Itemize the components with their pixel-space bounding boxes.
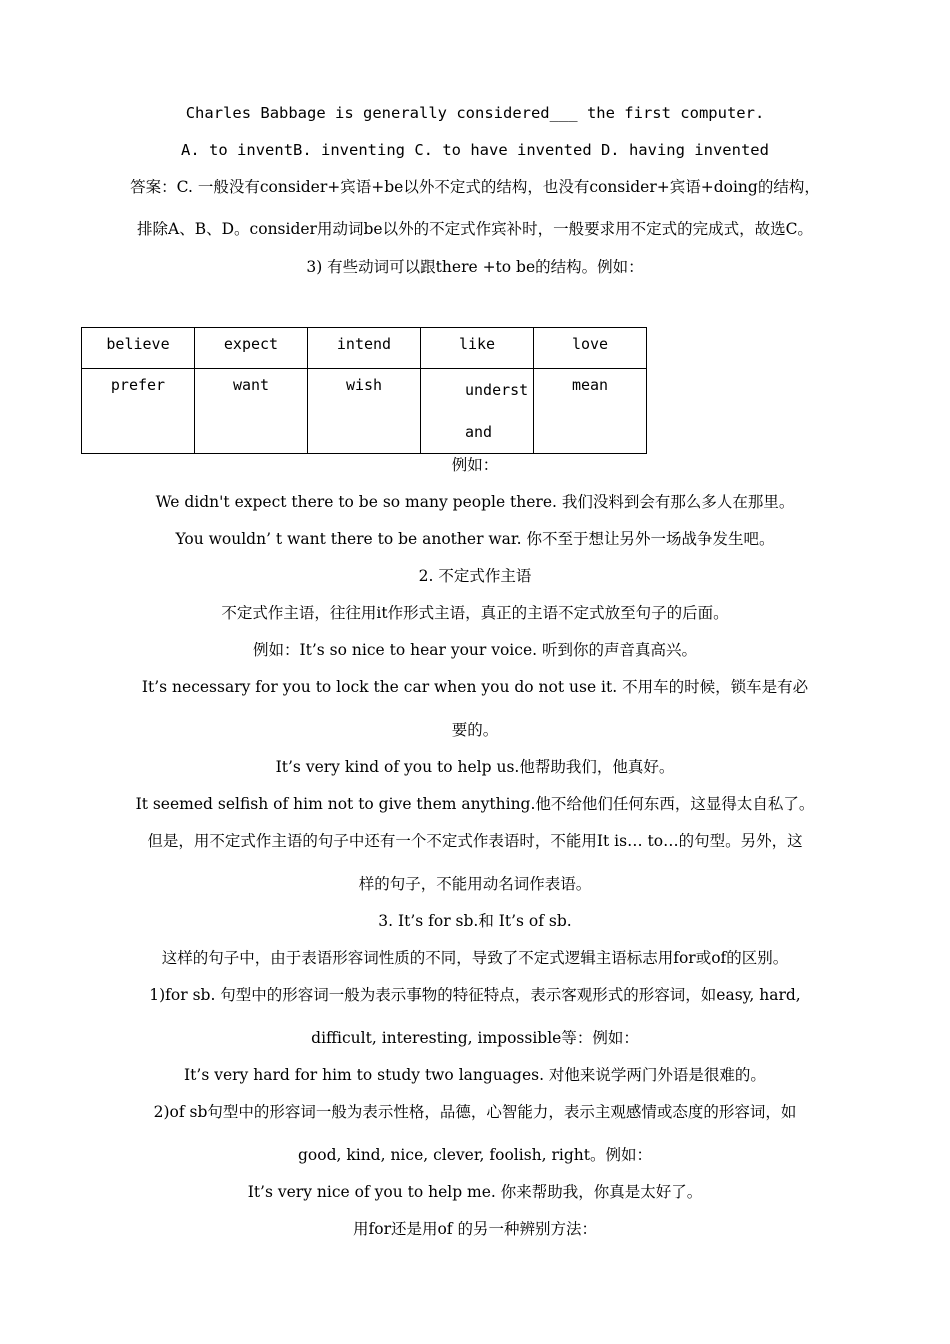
text-line: difficult, interesting, impossible等：例如： (311, 1029, 639, 1047)
table-cell: prefer (82, 369, 195, 454)
answer-options: A. to inventB. inventing C. to have invented D. having invented (181, 141, 769, 159)
section-heading-3: 3) 有些动词可以跟there +to be的结构。例如： (306, 258, 644, 276)
text-line: You wouldn’ t want there to be another war. 你不至于想让另外一场战争发生吧。 (175, 530, 775, 548)
answer-explanation-1: 答案：C. 一般没有consider+宾语+be以外不定式的结构，也没有consider+宾语+doing的结构， (130, 178, 820, 196)
table-cell: like (421, 328, 534, 369)
question-sentence: Charles Babbage is generally considered___ the first computer. (185, 104, 765, 122)
text-line: It’s very hard for him to study two languages. 对他来说学两门外语是很难的。 (184, 1066, 766, 1084)
text-line: 要的。 (451, 721, 499, 739)
cell-line: underst (465, 381, 529, 399)
text-line: 这样的句子中，由于表语形容词性质的不同，导致了不定式逻辑主语标志用for或of的区别。 (161, 949, 789, 967)
table-row (82, 369, 647, 454)
text-line: 例如：It’s so nice to hear your voice. 听到你的声音真高兴。 (253, 641, 697, 659)
answer-explanation-2: 排除A、B、D。consider用动词be以外的不定式作宾补时，一般要求用不定式的完成式，故选C。 (137, 220, 813, 238)
text-line: It seemed selfish of him not to give them anything.他不给他们任何东西，这显得太自私了。 (135, 795, 815, 813)
text-line: 样的句子，不能用动名词作表语。 (358, 875, 592, 893)
text-line: 2. 不定式作主语 (418, 567, 532, 585)
text-line: 3. It’s for sb.和 It’s of sb. (378, 912, 572, 930)
text-line: 用for还是用of 的另一种辨别方法： (353, 1220, 597, 1238)
table-row (82, 328, 647, 369)
table-cell: love (534, 328, 647, 369)
text-line: 1)for sb. 句型中的形容词一般为表示事物的特征特点，表示客观形式的形容词，如easy, hard, (149, 986, 801, 1004)
cell-line: and (465, 423, 493, 441)
table-cell: intend (308, 328, 421, 369)
verb-table (81, 327, 647, 454)
text-line: 但是，用不定式作主语的句子中还有一个不定式作表语时，不能用It is… to…的句型。另外，这 (147, 832, 803, 850)
table-cell: believe (82, 328, 195, 369)
text-line: It’s very nice of you to help me. 你来帮助我，你真是太好了。 (247, 1183, 703, 1201)
table-cell: wish (308, 369, 421, 454)
table-cell (421, 369, 534, 454)
text-line: It’s very kind of you to help us.他帮助我们，他真好。 (275, 758, 675, 776)
text-line: 例如： (451, 456, 499, 474)
text-line: We didn't expect there to be so many people there. 我们没料到会有那么多人在那里。 (155, 493, 795, 511)
table-cell: mean (534, 369, 647, 454)
text-line: 2)of sb句型中的形容词一般为表示性格，品德，心智能力，表示主观感情或态度的形容词，如 (153, 1103, 797, 1121)
table-cell: expect (195, 328, 308, 369)
text-line: 不定式作主语，往往用it作形式主语，真正的主语不定式放至句子的后面。 (221, 604, 729, 622)
text-line: It’s necessary for you to lock the car when you do not use it. 不用车的时候，锁车是有必 (141, 678, 809, 696)
table-cell: want (195, 369, 308, 454)
text-line: good, kind, nice, clever, foolish, right。例如： (297, 1146, 653, 1164)
